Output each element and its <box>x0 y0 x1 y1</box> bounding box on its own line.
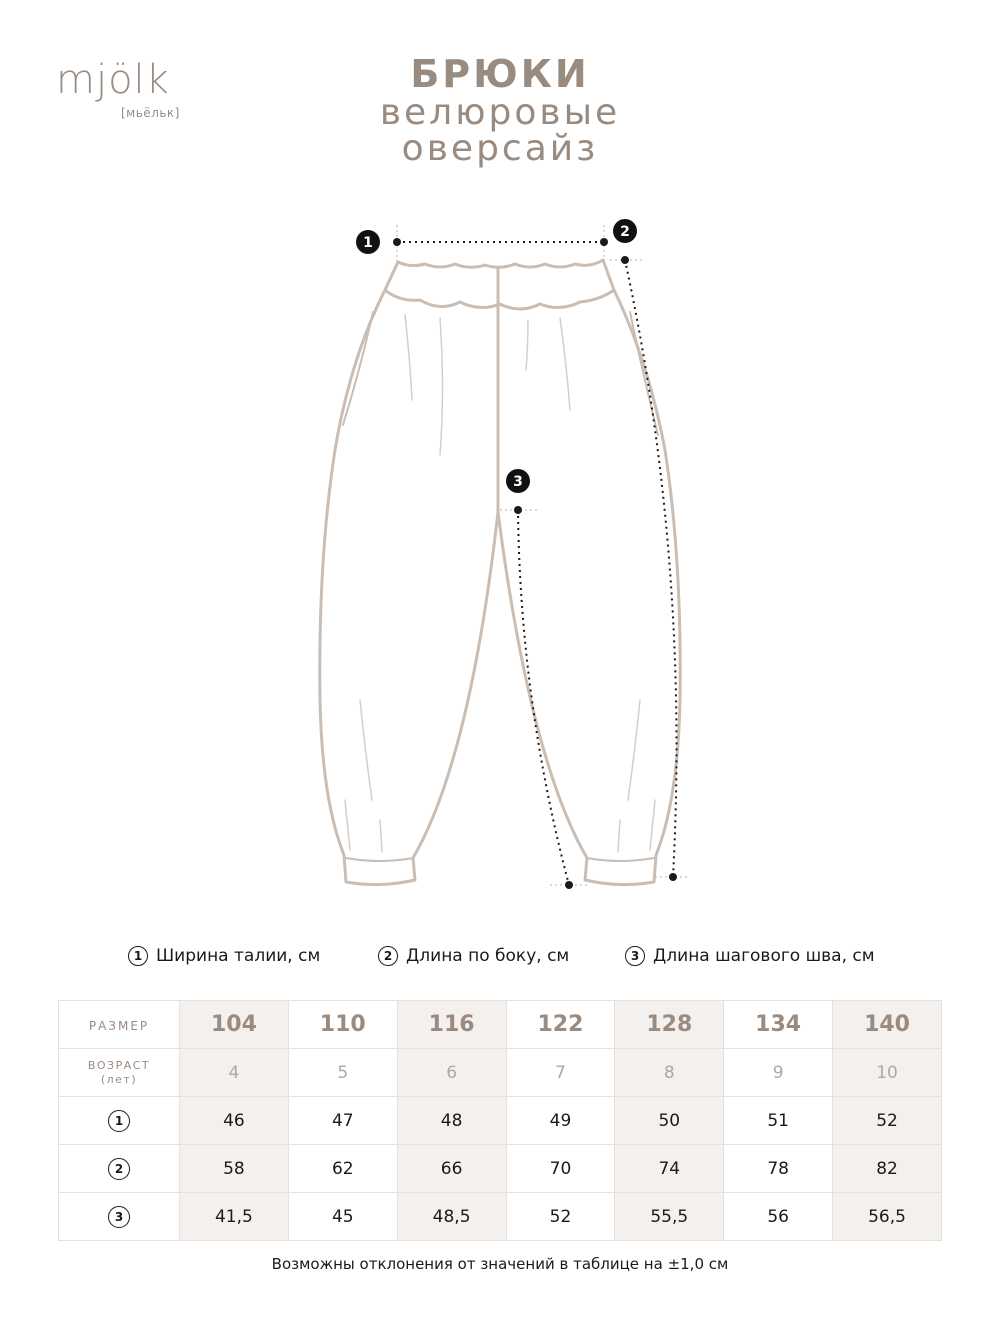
inseam-measure-line <box>518 510 569 885</box>
size-cell <box>288 1001 397 1049</box>
size-cell <box>833 1001 942 1049</box>
marker-1 <box>356 230 380 254</box>
measure-value: 50 <box>658 1110 681 1131</box>
age-value: 4 <box>228 1062 240 1083</box>
row-marker-2: 2 <box>108 1158 130 1180</box>
measure-cell <box>506 1145 615 1193</box>
age-value: 5 <box>337 1062 349 1083</box>
measure-value: 66 <box>440 1158 463 1179</box>
size-value: 116 <box>428 1012 475 1037</box>
measure-value: 47 <box>331 1110 354 1131</box>
age-header-label: ВОЗРАСТ <box>87 1058 151 1072</box>
legend-number-1: 1 <box>128 946 148 966</box>
legend-item-side-length <box>378 944 569 968</box>
row-marker-3: 3 <box>108 1206 130 1228</box>
measure-value: 46 <box>223 1110 245 1131</box>
marker-2-label: 2 <box>620 224 630 240</box>
product-subtitle-2: оверсайз <box>401 128 599 169</box>
measure-cell <box>180 1193 289 1241</box>
measure-value: 41,5 <box>214 1206 253 1227</box>
measure-cell <box>180 1145 289 1193</box>
measure-cell <box>506 1097 615 1145</box>
measure-cell <box>724 1145 833 1193</box>
age-cell <box>833 1049 942 1097</box>
size-value: 128 <box>646 1012 693 1037</box>
age-cell <box>288 1049 397 1097</box>
row-marker-1: 1 <box>108 1110 130 1132</box>
size-value: 122 <box>537 1012 584 1037</box>
age-value: 7 <box>555 1062 566 1083</box>
legend-item-waist <box>128 944 320 968</box>
measure-cell <box>615 1097 724 1145</box>
measure-cell <box>288 1193 397 1241</box>
measure-cell <box>833 1193 942 1241</box>
product-title: БРЮКИ <box>410 52 590 96</box>
measure-cell <box>724 1097 833 1145</box>
measure-cell <box>615 1193 724 1241</box>
measure-value: 82 <box>876 1158 898 1179</box>
size-header-label: РАЗМЕР <box>88 1019 150 1033</box>
measure-cell <box>397 1193 506 1241</box>
measure-value: 62 <box>331 1158 354 1179</box>
size-value: 140 <box>864 1012 910 1037</box>
measure-value: 58 <box>223 1158 245 1179</box>
marker-3 <box>506 469 530 493</box>
size-cell <box>506 1001 615 1049</box>
measure-value: 55,5 <box>650 1206 689 1227</box>
measure-value: 56 <box>767 1206 789 1227</box>
measure-cell <box>506 1193 615 1241</box>
marker-2 <box>613 219 637 243</box>
row-marker-cell <box>59 1193 180 1241</box>
measure-cell <box>397 1097 506 1145</box>
age-header-cell <box>59 1049 180 1097</box>
measure-cell <box>288 1145 397 1193</box>
size-header-cell <box>59 1001 180 1049</box>
measure-cell <box>615 1145 724 1193</box>
size-cell <box>180 1001 289 1049</box>
measure-cell <box>180 1097 289 1145</box>
size-row <box>59 1001 942 1049</box>
size-cell <box>397 1001 506 1049</box>
size-table <box>58 1000 942 1241</box>
row-marker-cell <box>59 1145 180 1193</box>
age-cell <box>397 1049 506 1097</box>
age-header-unit: (лет) <box>100 1072 138 1086</box>
legend-label-waist: Ширина талии, см <box>156 946 321 966</box>
legend-number-2: 2 <box>378 946 398 966</box>
measure-value: 56,5 <box>868 1206 906 1227</box>
age-row <box>59 1049 942 1097</box>
measure-value: 52 <box>876 1110 898 1131</box>
marker-1-label: 1 <box>363 235 373 251</box>
row-marker-cell <box>59 1097 180 1145</box>
measure-value: 52 <box>549 1206 572 1227</box>
brand-subtitle: [мьёльк] <box>121 106 180 120</box>
age-value: 9 <box>772 1062 784 1083</box>
measure-value: 70 <box>549 1158 572 1179</box>
side-measure-line <box>625 260 677 877</box>
measure-value: 74 <box>658 1158 681 1179</box>
size-value: 104 <box>210 1012 257 1037</box>
measure-cell <box>833 1145 942 1193</box>
waist-row <box>59 1097 942 1145</box>
measure-value: 51 <box>767 1110 789 1131</box>
size-cell <box>724 1001 833 1049</box>
age-value: 8 <box>663 1062 675 1083</box>
legend-item-inseam <box>625 944 875 968</box>
age-value: 6 <box>446 1062 458 1083</box>
measure-value: 45 <box>331 1206 354 1227</box>
inseam-row <box>59 1193 942 1241</box>
measure-cell <box>397 1145 506 1193</box>
age-value: 10 <box>876 1062 898 1083</box>
legend-number-3: 3 <box>625 946 645 966</box>
measure-value: 78 <box>767 1158 789 1179</box>
age-cell <box>506 1049 615 1097</box>
product-subtitle-1: велюровые <box>379 92 621 133</box>
age-cell <box>724 1049 833 1097</box>
side-length-row <box>59 1145 942 1193</box>
size-cell <box>615 1001 724 1049</box>
measure-cell <box>288 1097 397 1145</box>
marker-3-label: 3 <box>513 474 523 490</box>
tolerance-note: Возможны отклонения от значений в таблице на ±1,0 см <box>271 1255 729 1273</box>
measure-value: 48,5 <box>432 1206 471 1227</box>
pants-folds <box>345 315 655 852</box>
brand-name: mjölk <box>56 57 170 103</box>
legend-label-side-length: Длина по боку, см <box>406 946 570 966</box>
pants-outline <box>320 260 680 885</box>
measure-value: 49 <box>549 1110 572 1131</box>
size-value: 110 <box>319 1012 366 1037</box>
measure-cell <box>724 1193 833 1241</box>
legend-label-inseam: Длина шагового шва, см <box>653 946 875 966</box>
age-cell <box>615 1049 724 1097</box>
age-cell <box>180 1049 289 1097</box>
size-value: 134 <box>755 1012 802 1037</box>
measure-cell <box>833 1097 942 1145</box>
measure-value: 48 <box>440 1110 463 1131</box>
